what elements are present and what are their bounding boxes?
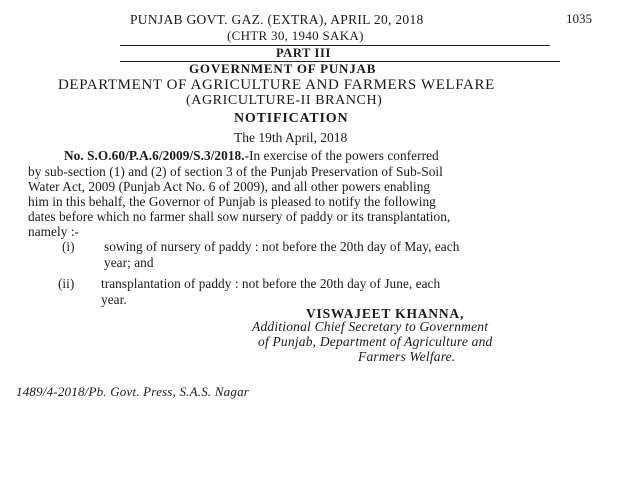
notification-body-line: him in this behalf, the Governor of Punjab is pleased to notify the following: [28, 194, 436, 209]
list-item-number: (ii): [58, 276, 75, 291]
signatory-designation: Additional Chief Secretary to Government: [252, 319, 489, 334]
list-item-text: sowing of nursery of paddy : not before the 20th day of May, each: [104, 239, 460, 254]
notification-body-line: Water Act, 2009 (Punjab Act No. 6 of 2009), and all other powers enabling: [28, 179, 431, 194]
notification-body-text: -In exercise of the powers conferred: [244, 148, 439, 163]
saka-date: (CHTR 30, 1940 SAKA): [227, 28, 364, 43]
page-number: 1035: [566, 11, 592, 26]
notification-title: NOTIFICATION: [234, 111, 349, 126]
notification-body-line: [64, 148, 439, 164]
branch-heading: (AGRICULTURE-II BRANCH): [186, 93, 383, 108]
signatory-designation: of Punjab, Department of Agriculture and: [258, 334, 493, 349]
notification-reference: No. S.O.60/P.A.6/2009/S.3/2018.: [64, 148, 245, 163]
signatory-designation: Farmers Welfare.: [358, 349, 456, 364]
government-heading: GOVERNMENT OF PUNJAB: [189, 61, 377, 76]
notification-body-line: dates before which no farmer shall sow nursery of paddy or its transplantation,: [28, 209, 451, 224]
gazette-header: PUNJAB GOVT. GAZ. (EXTRA), APRIL 20, 2018: [130, 12, 424, 27]
part-heading: PART III: [276, 46, 331, 60]
list-item-text: year; and: [104, 255, 154, 270]
department-heading: DEPARTMENT OF AGRICULTURE AND FARMERS WELFARE: [58, 77, 495, 93]
signatory-name: VISWAJEET KHANNA,: [306, 306, 465, 321]
notification-date: The 19th April, 2018: [234, 130, 348, 145]
notification-body-line: namely :-: [28, 224, 80, 239]
press-footer: 1489/4-2018/Pb. Govt. Press, S.A.S. Nagar: [16, 384, 250, 399]
header-divider: [120, 45, 550, 46]
list-item-number: (i): [62, 239, 75, 254]
list-item-text: transplantation of paddy : not before the 20th day of June, each: [101, 276, 441, 291]
list-item-text: year.: [101, 292, 127, 307]
notification-body-line: by sub-section (1) and (2) of section 3 of the Punjab Preservation of Sub-Soil: [28, 164, 443, 179]
